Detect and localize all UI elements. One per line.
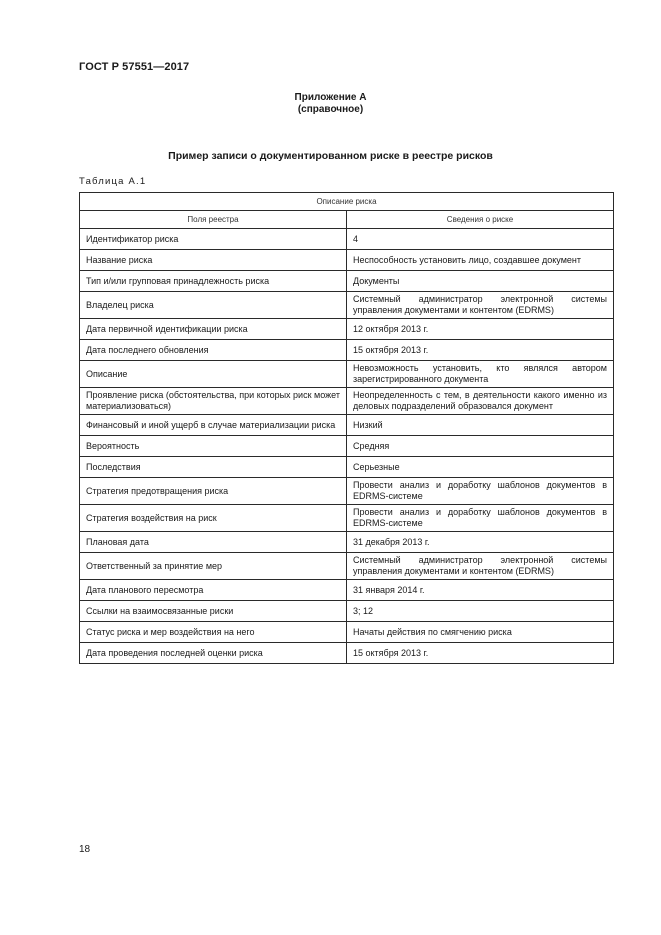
- risk-value-cell: 3; 12: [347, 601, 614, 622]
- table-row: [80, 478, 614, 505]
- table-row: [80, 271, 614, 292]
- risk-value-cell: Системный администратор электронной системы управления документами и контентом (EDRMS): [347, 292, 614, 319]
- table-row: [80, 292, 614, 319]
- risk-value-cell: Провести анализ и доработку шаблонов документов в EDRMS-системе: [347, 505, 614, 532]
- register-field-cell: Владелец риска: [80, 292, 347, 319]
- table-row: [80, 622, 614, 643]
- risk-value-cell: Неопределенность с тем, в деятельности какого именно из деловых подразделений образовался документ: [347, 388, 614, 415]
- column-header-field: Поля реестра: [80, 211, 347, 229]
- table-caption: Таблица А.1: [79, 176, 147, 187]
- risk-value-cell: 31 декабря 2013 г.: [347, 532, 614, 553]
- table-row: [80, 319, 614, 340]
- risk-value-cell: Серьезные: [347, 457, 614, 478]
- table-row: [80, 229, 614, 250]
- register-field-cell: Идентификатор риска: [80, 229, 347, 250]
- risk-value-cell: Средняя: [347, 436, 614, 457]
- register-field-cell: Дата проведения последней оценки риска: [80, 643, 347, 664]
- table-row: [80, 415, 614, 436]
- risk-value-cell: Невозможность установить, кто являлся автором зарегистрированного документа: [347, 361, 614, 388]
- table-row: [80, 553, 614, 580]
- column-header-value: Сведения о риске: [347, 211, 614, 229]
- register-field-cell: Вероятность: [80, 436, 347, 457]
- register-field-cell: Стратегия предотвращения риска: [80, 478, 347, 505]
- table-row: [80, 505, 614, 532]
- appendix-note: (справочное): [297, 104, 364, 115]
- risk-value-cell: 31 января 2014 г.: [347, 580, 614, 601]
- register-field-cell: Стратегия воздействия на риск: [80, 505, 347, 532]
- register-field-cell: Финансовый и иной ущерб в случае материализации риска: [80, 415, 347, 436]
- risk-register-table: [79, 192, 614, 664]
- register-field-cell: Тип и/или групповая принадлежность риска: [80, 271, 347, 292]
- table-group-header: Описание риска: [80, 193, 614, 211]
- table-row: [80, 532, 614, 553]
- register-field-cell: Последствия: [80, 457, 347, 478]
- register-field-cell: Дата последнего обновления: [80, 340, 347, 361]
- register-field-cell: Описание: [80, 361, 347, 388]
- register-field-cell: Дата первичной идентификации риска: [80, 319, 347, 340]
- register-field-cell: Плановая дата: [80, 532, 347, 553]
- table-row: [80, 388, 614, 415]
- register-field-cell: Дата планового пересмотра: [80, 580, 347, 601]
- risk-value-cell: Неспособность установить лицо, создавшее документ: [347, 250, 614, 271]
- section-heading: Пример записи о документированном риске в реестре рисков: [168, 150, 493, 162]
- risk-value-cell: 12 октября 2013 г.: [347, 319, 614, 340]
- risk-value-cell: Документы: [347, 271, 614, 292]
- risk-value-cell: Провести анализ и доработку шаблонов документов в EDRMS-системе: [347, 478, 614, 505]
- table-row: [80, 601, 614, 622]
- page-number: 18: [79, 844, 91, 855]
- register-field-cell: Проявление риска (обстоятельства, при которых риск может материализоваться): [80, 388, 347, 415]
- table-row: [80, 361, 614, 388]
- risk-value-cell: Системный администратор электронной системы управления документами и контентом (EDRMS): [347, 553, 614, 580]
- register-field-cell: Ссылки на взаимосвязанные риски: [80, 601, 347, 622]
- table-row: [80, 643, 614, 664]
- table-row: [80, 340, 614, 361]
- table-row: [80, 580, 614, 601]
- risk-value-cell: 15 октября 2013 г.: [347, 340, 614, 361]
- appendix-block: [0, 92, 661, 116]
- register-field-cell: Название риска: [80, 250, 347, 271]
- table-row: [80, 250, 614, 271]
- register-field-cell: Ответственный за принятие мер: [80, 553, 347, 580]
- register-field-cell: Статус риска и мер воздействия на него: [80, 622, 347, 643]
- risk-value-cell: Начаты действия по смягчению риска: [347, 622, 614, 643]
- table-body: [80, 229, 614, 664]
- appendix-title: Приложение А: [294, 92, 367, 103]
- document-code: ГОСТ Р 57551—2017: [79, 61, 190, 73]
- risk-value-cell: 4: [347, 229, 614, 250]
- table-row: [80, 436, 614, 457]
- risk-value-cell: 15 октября 2013 г.: [347, 643, 614, 664]
- risk-value-cell: Низкий: [347, 415, 614, 436]
- table-row: [80, 457, 614, 478]
